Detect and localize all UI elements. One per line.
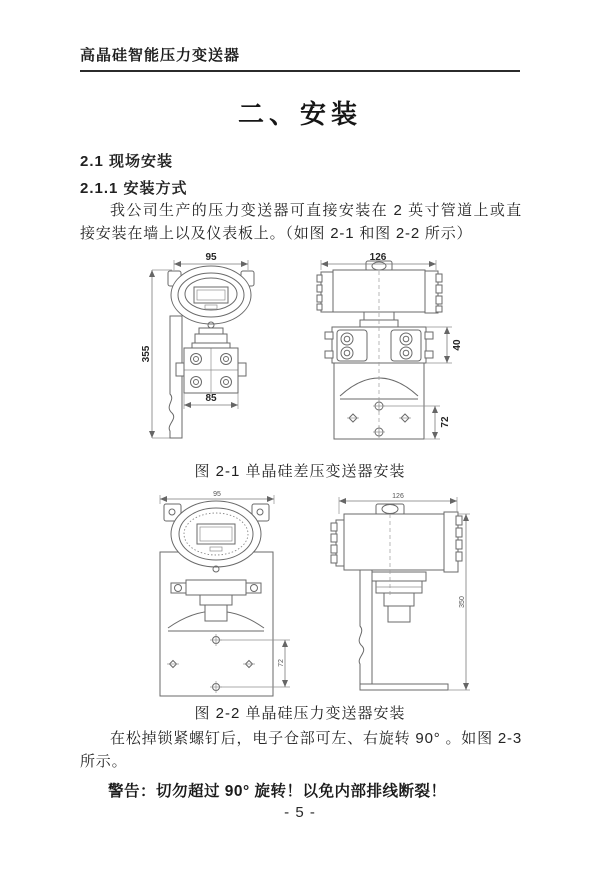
neck bbox=[192, 328, 230, 348]
dim-hole-spacing: 72 bbox=[278, 659, 285, 667]
figure-2-2-svg bbox=[126, 486, 482, 701]
dim-side-height: 350 bbox=[459, 596, 466, 608]
fig2-side-view bbox=[331, 493, 470, 690]
dim-front-height: 355 bbox=[141, 345, 152, 363]
fig1-front-view bbox=[141, 252, 254, 438]
mounting-plate bbox=[160, 552, 273, 696]
figure-2-2-caption: 图 2-2 单晶硅压力变送器安装 bbox=[194, 705, 406, 722]
page-title: 二、安装 bbox=[237, 99, 362, 129]
process-connection bbox=[372, 572, 426, 622]
figure-2-2-drawing bbox=[126, 486, 482, 706]
flange-block bbox=[176, 348, 246, 393]
warning-text: 警告：切勿超过 90° 旋转！以免内部排线断裂！ bbox=[108, 783, 447, 800]
transmitter-head bbox=[171, 266, 251, 328]
section-heading-2-1: 2.1 现场安装 bbox=[80, 153, 174, 170]
fig1-side-view bbox=[317, 252, 463, 439]
dim-side-width: 126 bbox=[392, 493, 404, 500]
housing-body bbox=[317, 261, 442, 313]
dim-hole-spacing: 72 bbox=[440, 416, 451, 428]
figure-2-1-svg bbox=[116, 246, 472, 458]
page-number: - 5 - bbox=[284, 804, 316, 821]
dim-front-width: 95 bbox=[213, 491, 221, 498]
lcd-display bbox=[194, 287, 228, 303]
header-title: 高晶硅智能压力变送器 bbox=[80, 44, 520, 72]
figure-2-1-caption: 图 2-1 单晶硅差压变送器安装 bbox=[194, 463, 406, 480]
dim-side-width: 126 bbox=[369, 252, 387, 263]
dim-flange-height: 40 bbox=[452, 339, 463, 351]
section-heading-2-1-1: 2.1.1 安装方式 bbox=[80, 180, 188, 197]
fig2-front-view bbox=[160, 491, 290, 696]
figure-2-1-drawing bbox=[116, 246, 472, 463]
dim-flange-width: 85 bbox=[205, 393, 217, 404]
housing-body bbox=[331, 504, 462, 572]
dim-front-width: 95 bbox=[205, 252, 217, 263]
mounting-bracket bbox=[169, 316, 182, 438]
paragraph-installation: 我公司生产的压力变送器可直接安装在 2 英寸管道上或直接安装在墙上以及仪表板上。（如图 2-1 和图 2-2 所示） bbox=[80, 202, 522, 242]
paragraph-rotation: 在松掉锁紧螺钉后，电子仓部可左、右旋转 90° 。如图 2-3 所示。 bbox=[80, 730, 522, 770]
